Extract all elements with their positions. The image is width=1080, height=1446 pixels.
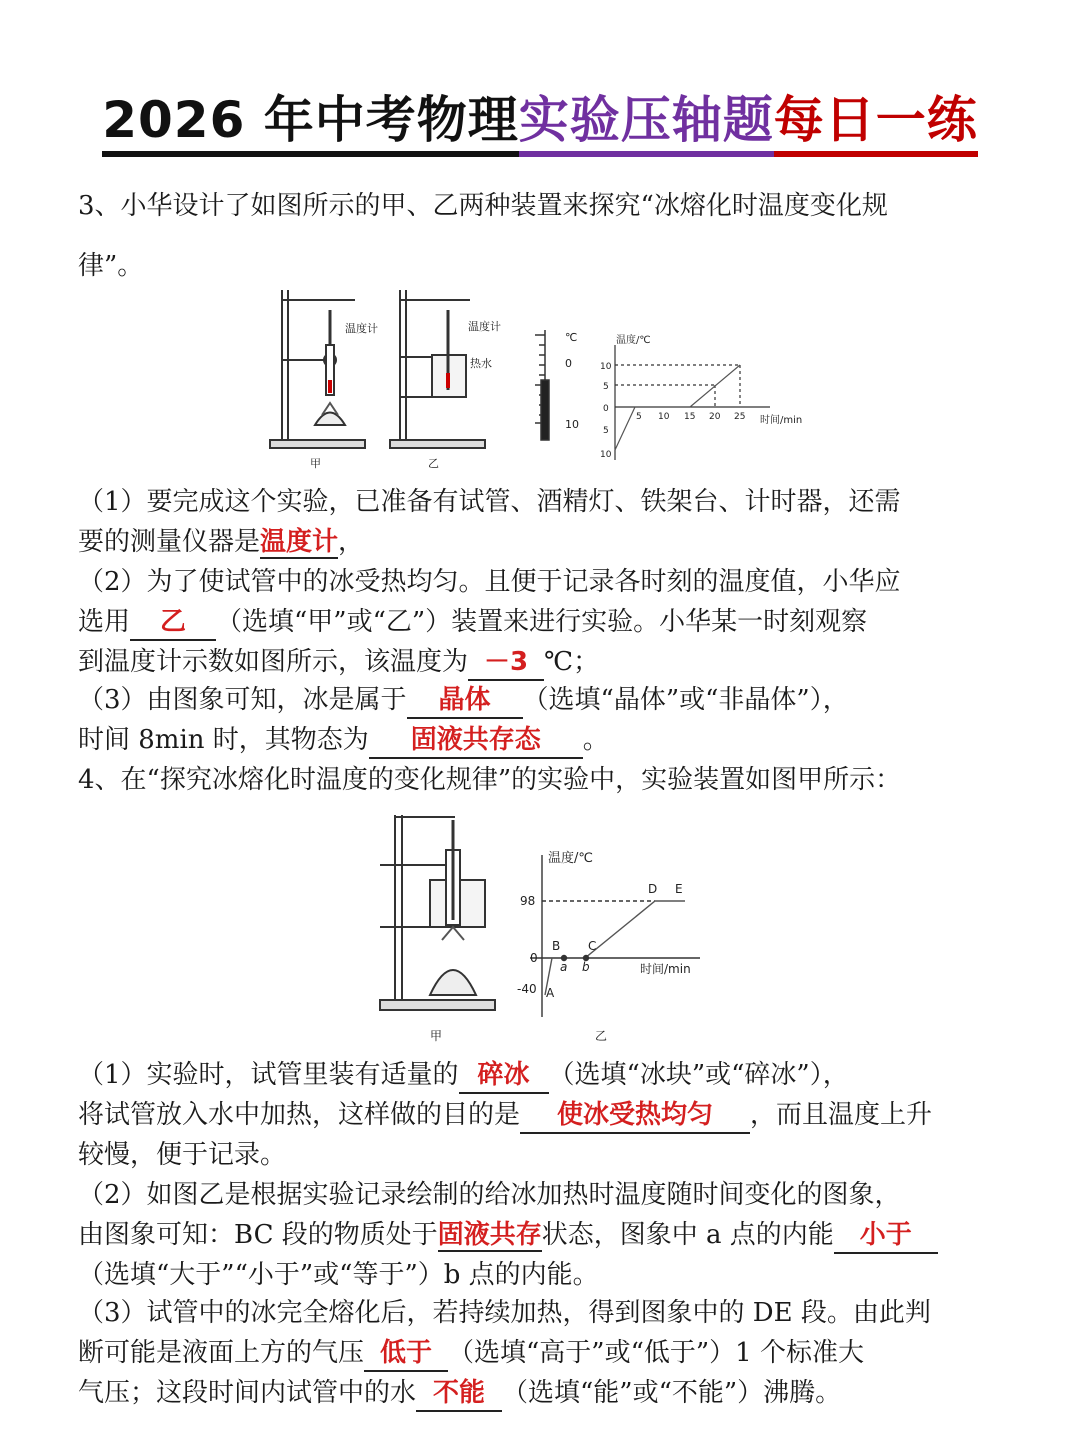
title-part-3: 每日一练 bbox=[774, 91, 978, 157]
fig4-pa: a bbox=[560, 960, 568, 974]
q4-p3-text-c: （选填“高于”或“低于”）1 个标准大 bbox=[448, 1338, 864, 1368]
q4-p2-text-c: 状态，图象中 a 点的内能 bbox=[541, 1220, 834, 1250]
q3-part3 bbox=[78, 680, 1008, 760]
q3-p3-text-b: （选填“晶体”或“非晶体”）， bbox=[522, 685, 849, 715]
q4-answer-1: 碎冰 bbox=[459, 1058, 549, 1094]
q4-part2 bbox=[78, 1175, 1008, 1295]
fig3-label-jia: 甲 bbox=[310, 457, 321, 470]
q3-stem-line1: 3、小华设计了如图所示的甲、乙两种装置来探究“冰熔化时温度变化规 bbox=[78, 191, 888, 221]
q4-graph bbox=[530, 855, 700, 1017]
fig4-pE: E bbox=[675, 882, 683, 896]
title-part-1: 2026 年中考物理 bbox=[102, 91, 519, 157]
q3-p2-text-a: （2）为了使试管中的冰受热均匀。且便于记录各时刻的温度值，小华应 bbox=[78, 567, 901, 597]
title-part-2: 实验压轴题 bbox=[519, 91, 774, 157]
apparatus-jia bbox=[270, 290, 365, 448]
q3-p2-text-b: 选用 bbox=[78, 607, 131, 637]
fig3-unit-c: ℃ bbox=[565, 331, 578, 344]
q4-figure bbox=[370, 805, 730, 1050]
fig4-yn40: -40 bbox=[517, 982, 537, 996]
q4-p2-text-d: （选填“大于”“小于”或“等于”）b 点的内能。 bbox=[78, 1260, 599, 1290]
q4-p3-text-a: （3）试管中的冰完全熔化后，若持续加热，得到图象中的 DE 段。由此判 bbox=[78, 1298, 931, 1328]
thermometer-scale bbox=[535, 330, 549, 440]
q3-p2-text-d: 到温度计示数如图所示，该温度为 bbox=[78, 647, 469, 677]
q3-part1 bbox=[78, 482, 1008, 562]
fig3-graph-ylabel: 温度/℃ bbox=[616, 335, 651, 346]
q4-p2-text-a: （2）如图乙是根据实验记录绘制的给冰加热时温度随时间变化的图象， bbox=[78, 1180, 901, 1210]
q4-p2-text-b: 由图象可知：BC 段的物质处于 bbox=[78, 1220, 438, 1250]
q4-p1-text-a: （1）实验时，试管里装有适量的 bbox=[78, 1060, 459, 1090]
q3-answer-3: －3 bbox=[468, 645, 544, 681]
q3-p3-text-a: （3）由图象可知，冰是属于 bbox=[78, 685, 407, 715]
fig3-y0: 0 bbox=[603, 404, 609, 414]
q4-p1-text-b: （选填“冰块”或“碎冰”）， bbox=[548, 1060, 849, 1090]
q3-stem-line2: 律”。 bbox=[78, 251, 144, 281]
q3-p1-text-a: （1）要完成这个实验，已准备有试管、酒精灯、铁架台、计时器，还需 bbox=[78, 487, 901, 517]
fig3-yn5: 5 bbox=[603, 426, 609, 436]
q4-p1-text-e: 较慢，便于记录。 bbox=[78, 1140, 287, 1170]
fig3-x20: 20 bbox=[709, 412, 721, 422]
q3-answer-5: 固液共存态 bbox=[369, 723, 583, 759]
fig4-pb: b bbox=[582, 960, 590, 974]
fig4-y98: 98 bbox=[520, 894, 536, 908]
fig3-y5: 5 bbox=[603, 382, 609, 392]
q3-p3-text-c: 时间 8min 时，其物态为 bbox=[78, 725, 369, 755]
fig3-x5: 5 bbox=[636, 412, 642, 422]
q4-part3 bbox=[78, 1293, 1008, 1413]
q3-p1-text-b: 要的测量仪器是 bbox=[78, 527, 261, 557]
fig3-label-thermo2: 温度计 bbox=[468, 320, 501, 333]
fig4-pD: D bbox=[648, 882, 658, 896]
q4-answer-6: 不能 bbox=[416, 1376, 502, 1412]
page-title bbox=[0, 88, 1080, 152]
q4-p1-text-c: 将试管放入水中加热，这样做的目的是 bbox=[78, 1100, 521, 1130]
apparatus-q4 bbox=[380, 815, 495, 1010]
q3-part2 bbox=[78, 562, 1008, 682]
fig4-pC: C bbox=[588, 939, 597, 953]
q3-p1-text-c: ， bbox=[338, 527, 365, 557]
q4-p3-text-b: 断可能是液面上方的气压 bbox=[78, 1338, 365, 1368]
fig3-label-hotwater: 热水 bbox=[470, 357, 492, 370]
q4-p3-text-d: 气压；这段时间内试管中的水 bbox=[78, 1378, 417, 1408]
q3-stem bbox=[78, 176, 1008, 296]
fig4-label-yi: 乙 bbox=[595, 1029, 608, 1043]
fig3-y10: 10 bbox=[600, 362, 612, 372]
q4-p3-text-e: （选填“能”或“不能”）沸腾。 bbox=[502, 1378, 842, 1408]
q4-answer-2: 使冰受热均匀 bbox=[520, 1098, 750, 1134]
q3-p2-text-c: （选填“甲”或“乙”）装置来进行实验。小华某一时刻观察 bbox=[216, 607, 868, 637]
q3-p2-text-e: ℃； bbox=[544, 647, 600, 677]
fig3-x10: 10 bbox=[658, 412, 670, 422]
q3-answer-4: 晶体 bbox=[407, 683, 523, 719]
fig3-graph-xlabel: 时间/min bbox=[760, 415, 803, 426]
q4-stem: 4、在“探究冰熔化时温度的变化规律”的实验中，实验装置如图甲所示： bbox=[78, 765, 902, 795]
fig3-label-yi: 乙 bbox=[428, 457, 439, 470]
fig3-therm-tick0: 0 bbox=[565, 357, 572, 370]
fig4-label-jia: 甲 bbox=[430, 1029, 443, 1043]
q3-figure bbox=[260, 285, 820, 475]
fig3-x15: 15 bbox=[684, 412, 696, 422]
q3-graph bbox=[615, 345, 770, 460]
q4-answer-5: 低于 bbox=[364, 1336, 448, 1372]
fig3-yn10: 10 bbox=[600, 450, 612, 460]
fig4-graph-ylabel: 温度/℃ bbox=[548, 851, 593, 866]
q3-answer-1: 温度计 bbox=[260, 527, 339, 557]
q3-p3-text-d: 。 bbox=[582, 725, 609, 755]
fig4-graph-xlabel: 时间/min bbox=[640, 962, 691, 976]
q3-answer-2: 乙 bbox=[130, 605, 216, 641]
q4-answer-4: 小于 bbox=[834, 1218, 938, 1254]
fig4-pA: A bbox=[546, 986, 555, 1000]
fig3-label-thermo1: 温度计 bbox=[345, 322, 378, 335]
q4-p1-text-d: ，而且温度上升 bbox=[750, 1100, 933, 1130]
q4-part1 bbox=[78, 1055, 1008, 1175]
fig3-x25: 25 bbox=[734, 412, 746, 422]
fig4-pB: B bbox=[552, 939, 561, 953]
q4-answer-3: 固液共存 bbox=[437, 1220, 542, 1250]
fig4-y0: 0 bbox=[530, 951, 538, 965]
fig3-therm-tick10: 10 bbox=[565, 418, 579, 431]
